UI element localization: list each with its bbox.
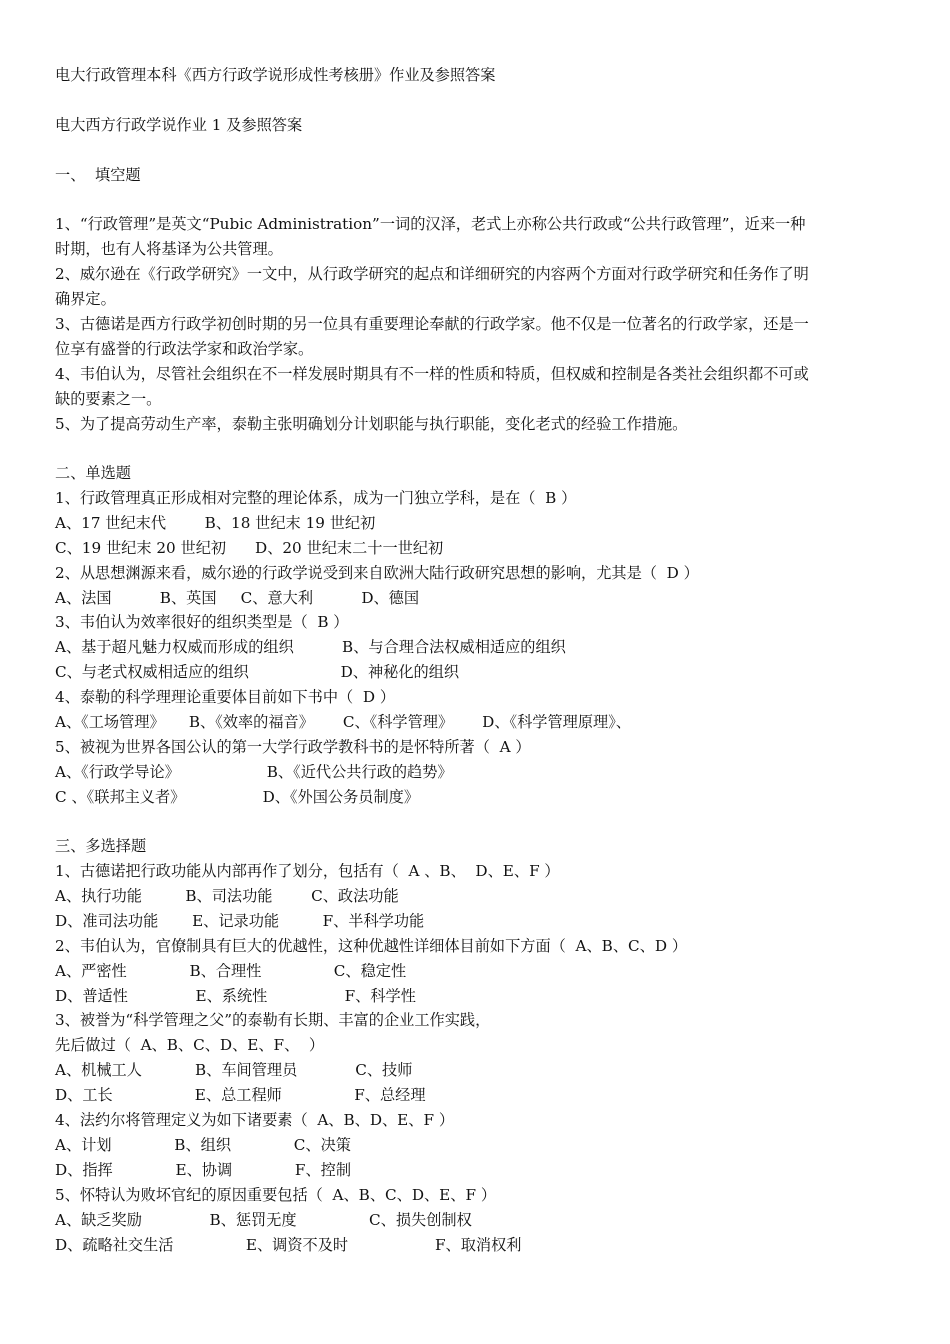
option-line: A、严密性 B、合理性 C、稳定性 — [55, 962, 407, 980]
question-line: 先后做过（ A、B、C、D、E、F、 ） — [55, 1036, 325, 1054]
option-line: A、法国 B、英国 C、意大利 D、德国 — [55, 589, 420, 607]
option-line: C 、《联邦主义者》 D、《外国公务员制度》 — [55, 788, 420, 806]
text-line: 确界定。 — [55, 290, 116, 308]
document-title: 电大行政管理本科《西方行政学说形成性考核册》作业及参照答案 — [55, 66, 496, 84]
option-line: A、计划 B、组织 C、决策 — [55, 1136, 351, 1154]
assignment-title: 电大西方行政学说作业 1 及参照答案 — [55, 116, 303, 134]
section-heading-fill-in: 一、 填空题 — [55, 166, 141, 184]
option-line: A、执行功能 B、司法功能 C、政法功能 — [55, 887, 399, 905]
option-line: D、疏略社交生活 E、调资不及时 F、取消权利 — [55, 1236, 522, 1254]
text-line: 位享有盛誉的行政法学家和政治学家。 — [55, 340, 314, 358]
text-line: 时期，也有人将基译为公共管理。 — [55, 240, 283, 258]
option-line: C、与老式权威相适应的组织 D、神秘化的组织 — [55, 663, 460, 681]
option-line: C、19 世纪末 20 世纪初 D、20 世纪末二十一世纪初 — [55, 539, 444, 557]
section-heading-single-choice: 二、单选题 — [55, 464, 131, 482]
option-line: D、准司法功能 E、记录功能 F、半科学功能 — [55, 912, 425, 930]
question-line: 5、被视为世界各国公认的第一大学行政学教科书的是怀特所著（ A ） — [55, 738, 531, 756]
question-line: 3、被誉为“科学管理之父”的泰勒有长期、丰富的企业工作实践， — [55, 1011, 491, 1029]
question-line: 2、韦伯认为，官僚制具有巨大的优越性，这种优越性详细体目前如下方面（ A、B、C、D ） — [55, 937, 688, 955]
question-line: 4、法约尔将管理定义为如下诸要素（ A、B、D、E、F ） — [55, 1111, 455, 1129]
option-line: D、指挥 E、协调 F、控制 — [55, 1161, 352, 1179]
text-line: 缺的要素之一。 — [55, 390, 162, 408]
option-line: D、工长 E、总工程师 F、总经理 — [55, 1086, 426, 1104]
section-heading-multiple-choice: 三、多选择题 — [55, 837, 147, 855]
option-line: D、普适性 E、系统性 F、科学性 — [55, 987, 416, 1005]
option-line: A、《工场管理》 B、《效率的福音》 C、《科学管理》 D、《科学管理原理》、 — [55, 713, 631, 731]
option-line: A、《行政学导论》 B、《近代公共行政的趋势》 — [55, 763, 453, 781]
text-line: 3、古德诺是西方行政学初创时期的另一位具有重要理论奉献的行政学家。他不仅是一位著名的行政学家，还是一 — [55, 315, 809, 333]
text-line: 2、威尔逊在《行政学研究》一文中，从行政学研究的起点和详细研究的内容两个方面对行政学研究和任务作了明 — [55, 265, 809, 283]
option-line: A、机械工人 B、车间管理员 C、技师 — [55, 1061, 413, 1079]
option-line: A、基于超凡魅力权威而形成的组织 B、与合理合法权威相适应的组织 — [55, 638, 566, 656]
question-line: 2、从思想渊源来看，威尔逊的行政学说受到来自欧洲大陆行政研究思想的影响，尤其是（ D ） — [55, 564, 699, 582]
text-line: 1、“行政管理”是英文“Pubic Administration”一词的汉泽，老式上亦称公共行政或“公共行政管理”，近来一种 — [55, 215, 806, 233]
option-line: A、缺乏奖励 B、惩罚无度 C、损失创制权 — [55, 1211, 472, 1229]
text-line: 5、为了提高劳动生产率，泰勒主张明确划分计划职能与执行职能，变化老式的经验工作措施。 — [55, 415, 688, 433]
text-line: 4、韦伯认为，尽管社会组织在不一样发展时期具有不一样的性质和特质，但权威和控制是各类社会组织都不可或 — [55, 365, 809, 383]
question-line: 4、泰勒的科学理理论重要体目前如下书中（ D ） — [55, 688, 396, 706]
question-line: 1、行政管理真正形成相对完整的理论体系，成为一门独立学科，是在（ B ） — [55, 489, 577, 507]
question-line: 1、古德诺把行政功能从内部再作了划分，包括有（ A 、B、 D、E、F ） — [55, 862, 560, 880]
question-line: 5、怀特认为败坏官纪的原因重要包括（ A、B、C、D、E、F ） — [55, 1186, 497, 1204]
option-line: A、17 世纪末代 B、18 世纪末 19 世纪初 — [55, 514, 376, 532]
question-line: 3、韦伯认为效率很好的组织类型是（ B ） — [55, 613, 349, 631]
